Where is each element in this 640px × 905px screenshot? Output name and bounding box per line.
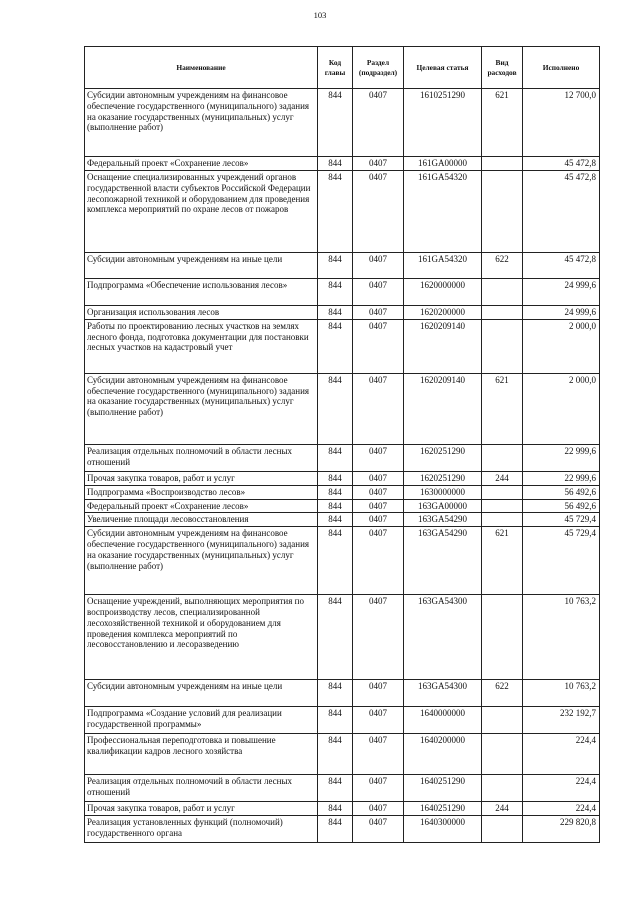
row-target: 1640000000 bbox=[404, 707, 482, 734]
row-type bbox=[482, 499, 523, 513]
row-target: 1630000000 bbox=[404, 485, 482, 499]
row-type: 621 bbox=[482, 89, 523, 157]
row-amount: 2 000,0 bbox=[523, 373, 600, 444]
row-section: 0407 bbox=[353, 485, 404, 499]
row-type bbox=[482, 171, 523, 253]
row-amount: 224,4 bbox=[523, 734, 600, 775]
table-row bbox=[85, 89, 600, 157]
row-name: Подпрограмма «Обеспечение использования лесов» bbox=[85, 279, 318, 306]
row-type bbox=[482, 815, 523, 842]
row-name: Организация использования лесов bbox=[85, 306, 318, 320]
row-target: 161GA00000 bbox=[404, 157, 482, 171]
row-code: 844 bbox=[318, 527, 353, 595]
row-amount: 45 472,8 bbox=[523, 253, 600, 279]
row-code: 844 bbox=[318, 707, 353, 734]
table-header-row bbox=[85, 47, 600, 89]
row-code: 844 bbox=[318, 775, 353, 802]
row-type bbox=[482, 775, 523, 802]
row-amount: 10 763,2 bbox=[523, 680, 600, 707]
row-amount: 2 000,0 bbox=[523, 319, 600, 373]
table-row bbox=[85, 253, 600, 279]
header-name: Наименование bbox=[85, 47, 318, 89]
row-amount: 56 492,6 bbox=[523, 499, 600, 513]
row-section: 0407 bbox=[353, 319, 404, 373]
row-name: Федеральный проект «Сохранение лесов» bbox=[85, 157, 318, 171]
row-code: 844 bbox=[318, 815, 353, 842]
row-target: 163GA54300 bbox=[404, 595, 482, 680]
row-name: Субсидии автономным учреждениям на иные цели bbox=[85, 680, 318, 707]
row-target: 1620209140 bbox=[404, 373, 482, 444]
row-name: Субсидии автономным учреждениям на финансовое обеспечение государственного (муниципального) задания на оказание государственных (муниципальных) услуг (выполнение работ) bbox=[85, 89, 318, 157]
row-code: 844 bbox=[318, 471, 353, 485]
row-amount: 224,4 bbox=[523, 775, 600, 802]
row-section: 0407 bbox=[353, 157, 404, 171]
row-type bbox=[482, 319, 523, 373]
row-code: 844 bbox=[318, 513, 353, 527]
table-row bbox=[85, 157, 600, 171]
row-code: 844 bbox=[318, 373, 353, 444]
row-name: Работы по проектированию лесных участков на землях лесного фонда, подготовка документации для постановки лесных участков на кадастровый учет bbox=[85, 319, 318, 373]
row-type bbox=[482, 513, 523, 527]
row-type bbox=[482, 485, 523, 499]
row-amount: 232 192,7 bbox=[523, 707, 600, 734]
row-target: 1640251290 bbox=[404, 775, 482, 802]
table-row bbox=[85, 527, 600, 595]
row-type: 621 bbox=[482, 373, 523, 444]
row-amount: 45 729,4 bbox=[523, 527, 600, 595]
row-amount: 12 700,0 bbox=[523, 89, 600, 157]
row-target: 1640300000 bbox=[404, 815, 482, 842]
row-section: 0407 bbox=[353, 306, 404, 320]
row-amount: 45 472,8 bbox=[523, 171, 600, 253]
row-target: 1640200000 bbox=[404, 734, 482, 775]
row-target: 163GA54290 bbox=[404, 527, 482, 595]
table-row bbox=[85, 680, 600, 707]
row-code: 844 bbox=[318, 253, 353, 279]
table-row bbox=[85, 802, 600, 816]
row-section: 0407 bbox=[353, 802, 404, 816]
row-code: 844 bbox=[318, 444, 353, 471]
table-row bbox=[85, 171, 600, 253]
row-section: 0407 bbox=[353, 775, 404, 802]
table-row bbox=[85, 373, 600, 444]
row-target: 161GA54320 bbox=[404, 253, 482, 279]
table-row bbox=[85, 815, 600, 842]
row-amount: 24 999,6 bbox=[523, 306, 600, 320]
table-row bbox=[85, 306, 600, 320]
row-section: 0407 bbox=[353, 471, 404, 485]
row-type bbox=[482, 279, 523, 306]
row-section: 0407 bbox=[353, 171, 404, 253]
row-name: Субсидии автономным учреждениям на иные цели bbox=[85, 253, 318, 279]
row-amount: 10 763,2 bbox=[523, 595, 600, 680]
row-section: 0407 bbox=[353, 373, 404, 444]
table-row bbox=[85, 513, 600, 527]
row-code: 844 bbox=[318, 306, 353, 320]
row-name: Прочая закупка товаров, работ и услуг bbox=[85, 802, 318, 816]
row-type bbox=[482, 734, 523, 775]
row-section: 0407 bbox=[353, 595, 404, 680]
row-type: 622 bbox=[482, 680, 523, 707]
row-amount: 24 999,6 bbox=[523, 279, 600, 306]
table-row bbox=[85, 595, 600, 680]
header-amount: Исполнено bbox=[523, 47, 600, 89]
row-name: Реализация отдельных полномочий в области лесных отношений bbox=[85, 444, 318, 471]
row-type bbox=[482, 306, 523, 320]
row-amount: 229 820,8 bbox=[523, 815, 600, 842]
table-row bbox=[85, 279, 600, 306]
row-name: Субсидии автономным учреждениям на финансовое обеспечение государственного (муниципального) задания на оказание государственных (муниципальных) услуг (выполнение работ) bbox=[85, 373, 318, 444]
table-row bbox=[85, 499, 600, 513]
row-name: Реализация отдельных полномочий в области лесных отношений bbox=[85, 775, 318, 802]
row-section: 0407 bbox=[353, 707, 404, 734]
table-row bbox=[85, 485, 600, 499]
row-section: 0407 bbox=[353, 89, 404, 157]
row-target: 163GA00000 bbox=[404, 499, 482, 513]
row-code: 844 bbox=[318, 279, 353, 306]
row-type bbox=[482, 595, 523, 680]
row-name: Профессиональная переподготовка и повышение квалификации кадров лесного хозяйства bbox=[85, 734, 318, 775]
row-name: Оснащение учреждений, выполняющих мероприятия по воспроизводству лесов, специализированной лесохозяйственной техникой и оборудованием для проведения комплекса мероприятий по лесовосстановлению и лесоразведению bbox=[85, 595, 318, 680]
row-code: 844 bbox=[318, 319, 353, 373]
row-section: 0407 bbox=[353, 499, 404, 513]
row-code: 844 bbox=[318, 157, 353, 171]
row-section: 0407 bbox=[353, 815, 404, 842]
header-code: Код главы bbox=[318, 47, 353, 89]
row-amount: 22 999,6 bbox=[523, 444, 600, 471]
row-name: Федеральный проект «Сохранение лесов» bbox=[85, 499, 318, 513]
row-type: 244 bbox=[482, 802, 523, 816]
row-section: 0407 bbox=[353, 680, 404, 707]
row-code: 844 bbox=[318, 89, 353, 157]
row-name: Увеличение площади лесовосстановления bbox=[85, 513, 318, 527]
table-row bbox=[85, 775, 600, 802]
row-name: Субсидии автономным учреждениям на финансовое обеспечение государственного (муниципального) задания на оказание государственных (муниципальных) услуг (выполнение работ) bbox=[85, 527, 318, 595]
row-amount: 56 492,6 bbox=[523, 485, 600, 499]
row-code: 844 bbox=[318, 734, 353, 775]
table-row bbox=[85, 319, 600, 373]
row-target: 1620251290 bbox=[404, 471, 482, 485]
row-target: 1640251290 bbox=[404, 802, 482, 816]
row-section: 0407 bbox=[353, 527, 404, 595]
row-type bbox=[482, 157, 523, 171]
table-row bbox=[85, 471, 600, 485]
row-code: 844 bbox=[318, 171, 353, 253]
page-number: 103 bbox=[313, 10, 327, 20]
row-code: 844 bbox=[318, 485, 353, 499]
row-type: 244 bbox=[482, 471, 523, 485]
row-amount: 45 729,4 bbox=[523, 513, 600, 527]
row-target: 163GA54300 bbox=[404, 680, 482, 707]
row-code: 844 bbox=[318, 680, 353, 707]
row-target: 1620251290 bbox=[404, 444, 482, 471]
row-name: Реализация установленных функций (полномочий) государственного органа bbox=[85, 815, 318, 842]
row-section: 0407 bbox=[353, 253, 404, 279]
row-name: Прочая закупка товаров, работ и услуг bbox=[85, 471, 318, 485]
row-type: 622 bbox=[482, 253, 523, 279]
row-target: 161GA54320 bbox=[404, 171, 482, 253]
row-amount: 224,4 bbox=[523, 802, 600, 816]
table-row bbox=[85, 734, 600, 775]
row-section: 0407 bbox=[353, 734, 404, 775]
row-type: 621 bbox=[482, 527, 523, 595]
table-row bbox=[85, 707, 600, 734]
budget-execution-table bbox=[84, 46, 600, 843]
row-code: 844 bbox=[318, 499, 353, 513]
header-target: Целевая статья bbox=[404, 47, 482, 89]
row-section: 0407 bbox=[353, 279, 404, 306]
row-section: 0407 bbox=[353, 513, 404, 527]
row-target: 1620000000 bbox=[404, 279, 482, 306]
table-row bbox=[85, 444, 600, 471]
row-amount: 22 999,6 bbox=[523, 471, 600, 485]
row-target: 1620209140 bbox=[404, 319, 482, 373]
header-section: Раздел (подраздел) bbox=[353, 47, 404, 89]
row-target: 1620200000 bbox=[404, 306, 482, 320]
row-type bbox=[482, 707, 523, 734]
row-amount: 45 472,8 bbox=[523, 157, 600, 171]
row-type bbox=[482, 444, 523, 471]
row-code: 844 bbox=[318, 802, 353, 816]
row-name: Подпрограмма «Создание условий для реализации государственной программы» bbox=[85, 707, 318, 734]
row-code: 844 bbox=[318, 595, 353, 680]
row-section: 0407 bbox=[353, 444, 404, 471]
row-target: 163GA54290 bbox=[404, 513, 482, 527]
header-type: Вид расходов bbox=[482, 47, 523, 89]
row-target: 1610251290 bbox=[404, 89, 482, 157]
row-name: Оснащение специализированных учреждений органов государственной власти субъектов Российской Федерации лесопожарной техникой и оборудованием для проведения комплекса мероприятий по охране лесов от пожаров bbox=[85, 171, 318, 253]
row-name: Подпрограмма «Воспроизводство лесов» bbox=[85, 485, 318, 499]
